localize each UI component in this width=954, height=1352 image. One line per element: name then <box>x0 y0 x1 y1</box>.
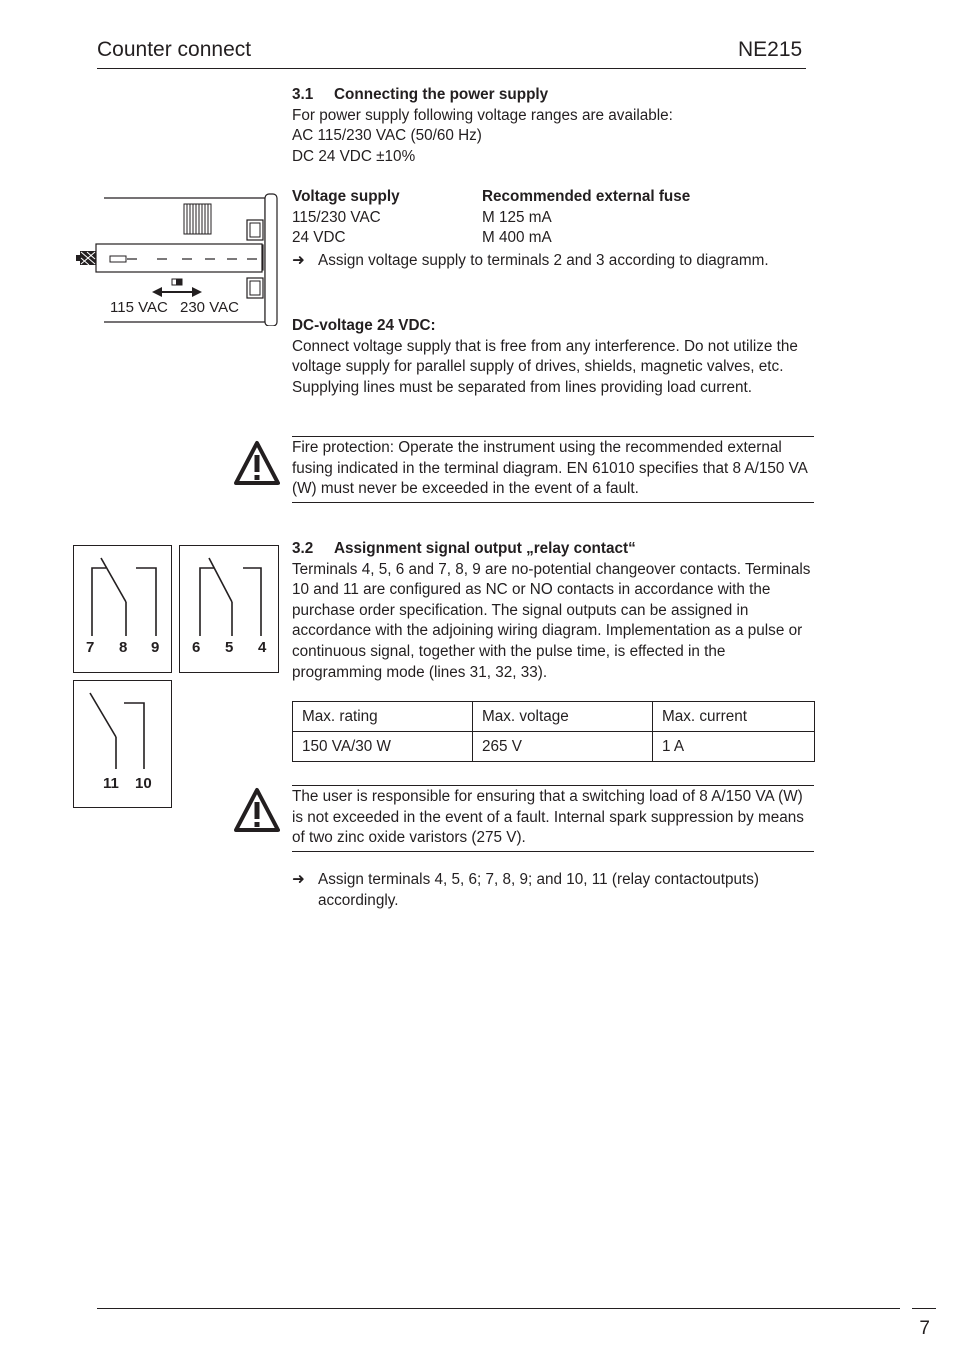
terminal-number: 11 <box>103 775 119 792</box>
terminal-number: 10 <box>135 775 152 792</box>
table-row <box>293 732 815 762</box>
page-number: 7 <box>919 1318 930 1339</box>
section-body: Terminals 4, 5, 6 and 7, 8, 9 are no-potential changeover contacts. Terminals 10 and 11 are configured as NC or NO contacts in accordance with the purchase order specification. The signal outputs can be assigned in accordance with the adjoining wiring diagram. Implementation as a pulse or continuous signal, together with the pulse time, is effected in the programming mode (lines 31, 32, 33). <box>292 560 811 681</box>
arrow-icon: ➜ <box>292 871 305 888</box>
section-number: 3.1 <box>292 86 314 103</box>
warning-text: The user is responsible for ensuring that a switching load of 8 A/150 VA (W) is not exceeded in the event of a fault. Internal spark suppression by means of two zinc oxide varistors (275 V). <box>292 788 804 847</box>
terminal-number: 4 <box>258 639 267 656</box>
table-header-cell: Max. rating <box>293 702 473 732</box>
warning-triangle-icon <box>234 440 280 486</box>
table-row <box>293 702 815 732</box>
relay-assign-note <box>292 870 816 911</box>
header-rule <box>97 68 806 69</box>
intro-line: AC 115/230 VAC (50/60 Hz) <box>292 127 482 145</box>
fuse-table <box>292 187 816 271</box>
fire-warning <box>292 436 814 503</box>
section-title: Assignment signal output „relay contact“ <box>334 540 636 557</box>
dc-heading: DC-voltage 24 VDC: <box>292 317 436 334</box>
intro-line: DC 24 VDC ±10% <box>292 147 416 165</box>
switching-load-warning <box>292 785 814 852</box>
switch-label-115: 115 VAC <box>110 299 168 316</box>
header-model: NE215 <box>738 38 803 61</box>
table-cell: 265 V <box>473 732 653 762</box>
section-title: Connecting the power supply <box>334 86 549 103</box>
fuse-table-cell: 24 VDC <box>292 229 346 247</box>
terminal-number: 8 <box>119 639 128 656</box>
terminal-number: 9 <box>151 639 160 656</box>
fuse-table-cell: 115/230 VAC <box>292 208 381 226</box>
relay-box-789 <box>73 545 172 673</box>
arrow-icon: ➜ <box>292 251 305 269</box>
section-3-2 <box>292 539 816 683</box>
intro-line: For power supply following voltage ranges are available: <box>292 106 673 124</box>
section-3-1 <box>292 85 816 167</box>
footer-rule-short <box>912 1308 936 1309</box>
table-header-cell: Max. current <box>653 702 815 732</box>
device-diagram <box>72 190 284 326</box>
dc-text: Connect voltage supply that is free from any interference. Do not utilize the voltage supply for parallel supply of drives, shields, magnetic valves, etc. Supplying lines must be separated from lines providing load current. <box>292 337 798 396</box>
relay-box-11-10 <box>73 680 172 808</box>
terminal-number: 7 <box>86 639 95 656</box>
terminal-number: 6 <box>192 639 201 656</box>
nc-no-contact-icon <box>74 681 171 807</box>
assign-note: Assign terminals 4, 5, 6; 7, 8, 9; and 10, 11 (relay contactoutputs) accordingly. <box>318 871 760 909</box>
warning-text: Fire protection: Operate the instrument using the recommended external fusing indicated in the terminal diagram. EN 61010 specifies that 8 A/150 VA (W) must never be exceeded in the event of a fault. <box>292 439 808 498</box>
footer-rule <box>97 1308 900 1309</box>
fuse-table-cell: M 400 mA <box>482 229 552 247</box>
header-title: Counter connect <box>97 38 252 61</box>
table-cell: 150 VA/30 W <box>293 732 473 762</box>
switch-label-230: 230 VAC <box>180 299 239 316</box>
ratings-table <box>292 701 815 762</box>
relay-box-654 <box>179 545 279 673</box>
table-header-cell: Max. voltage <box>473 702 653 732</box>
fuse-table-cell: M 125 mA <box>482 208 552 226</box>
fuse-table-header: Recommended external fuse <box>482 188 691 205</box>
warning-triangle-icon <box>234 787 280 833</box>
terminal-number: 5 <box>225 639 234 656</box>
fuse-table-header: Voltage supply <box>292 188 400 205</box>
section-number: 3.2 <box>292 540 314 557</box>
table-cell: 1 A <box>653 732 815 762</box>
assign-note: Assign voltage supply to terminals 2 and 3 according to diagramm. <box>318 251 769 269</box>
dc-voltage-block <box>292 316 816 398</box>
